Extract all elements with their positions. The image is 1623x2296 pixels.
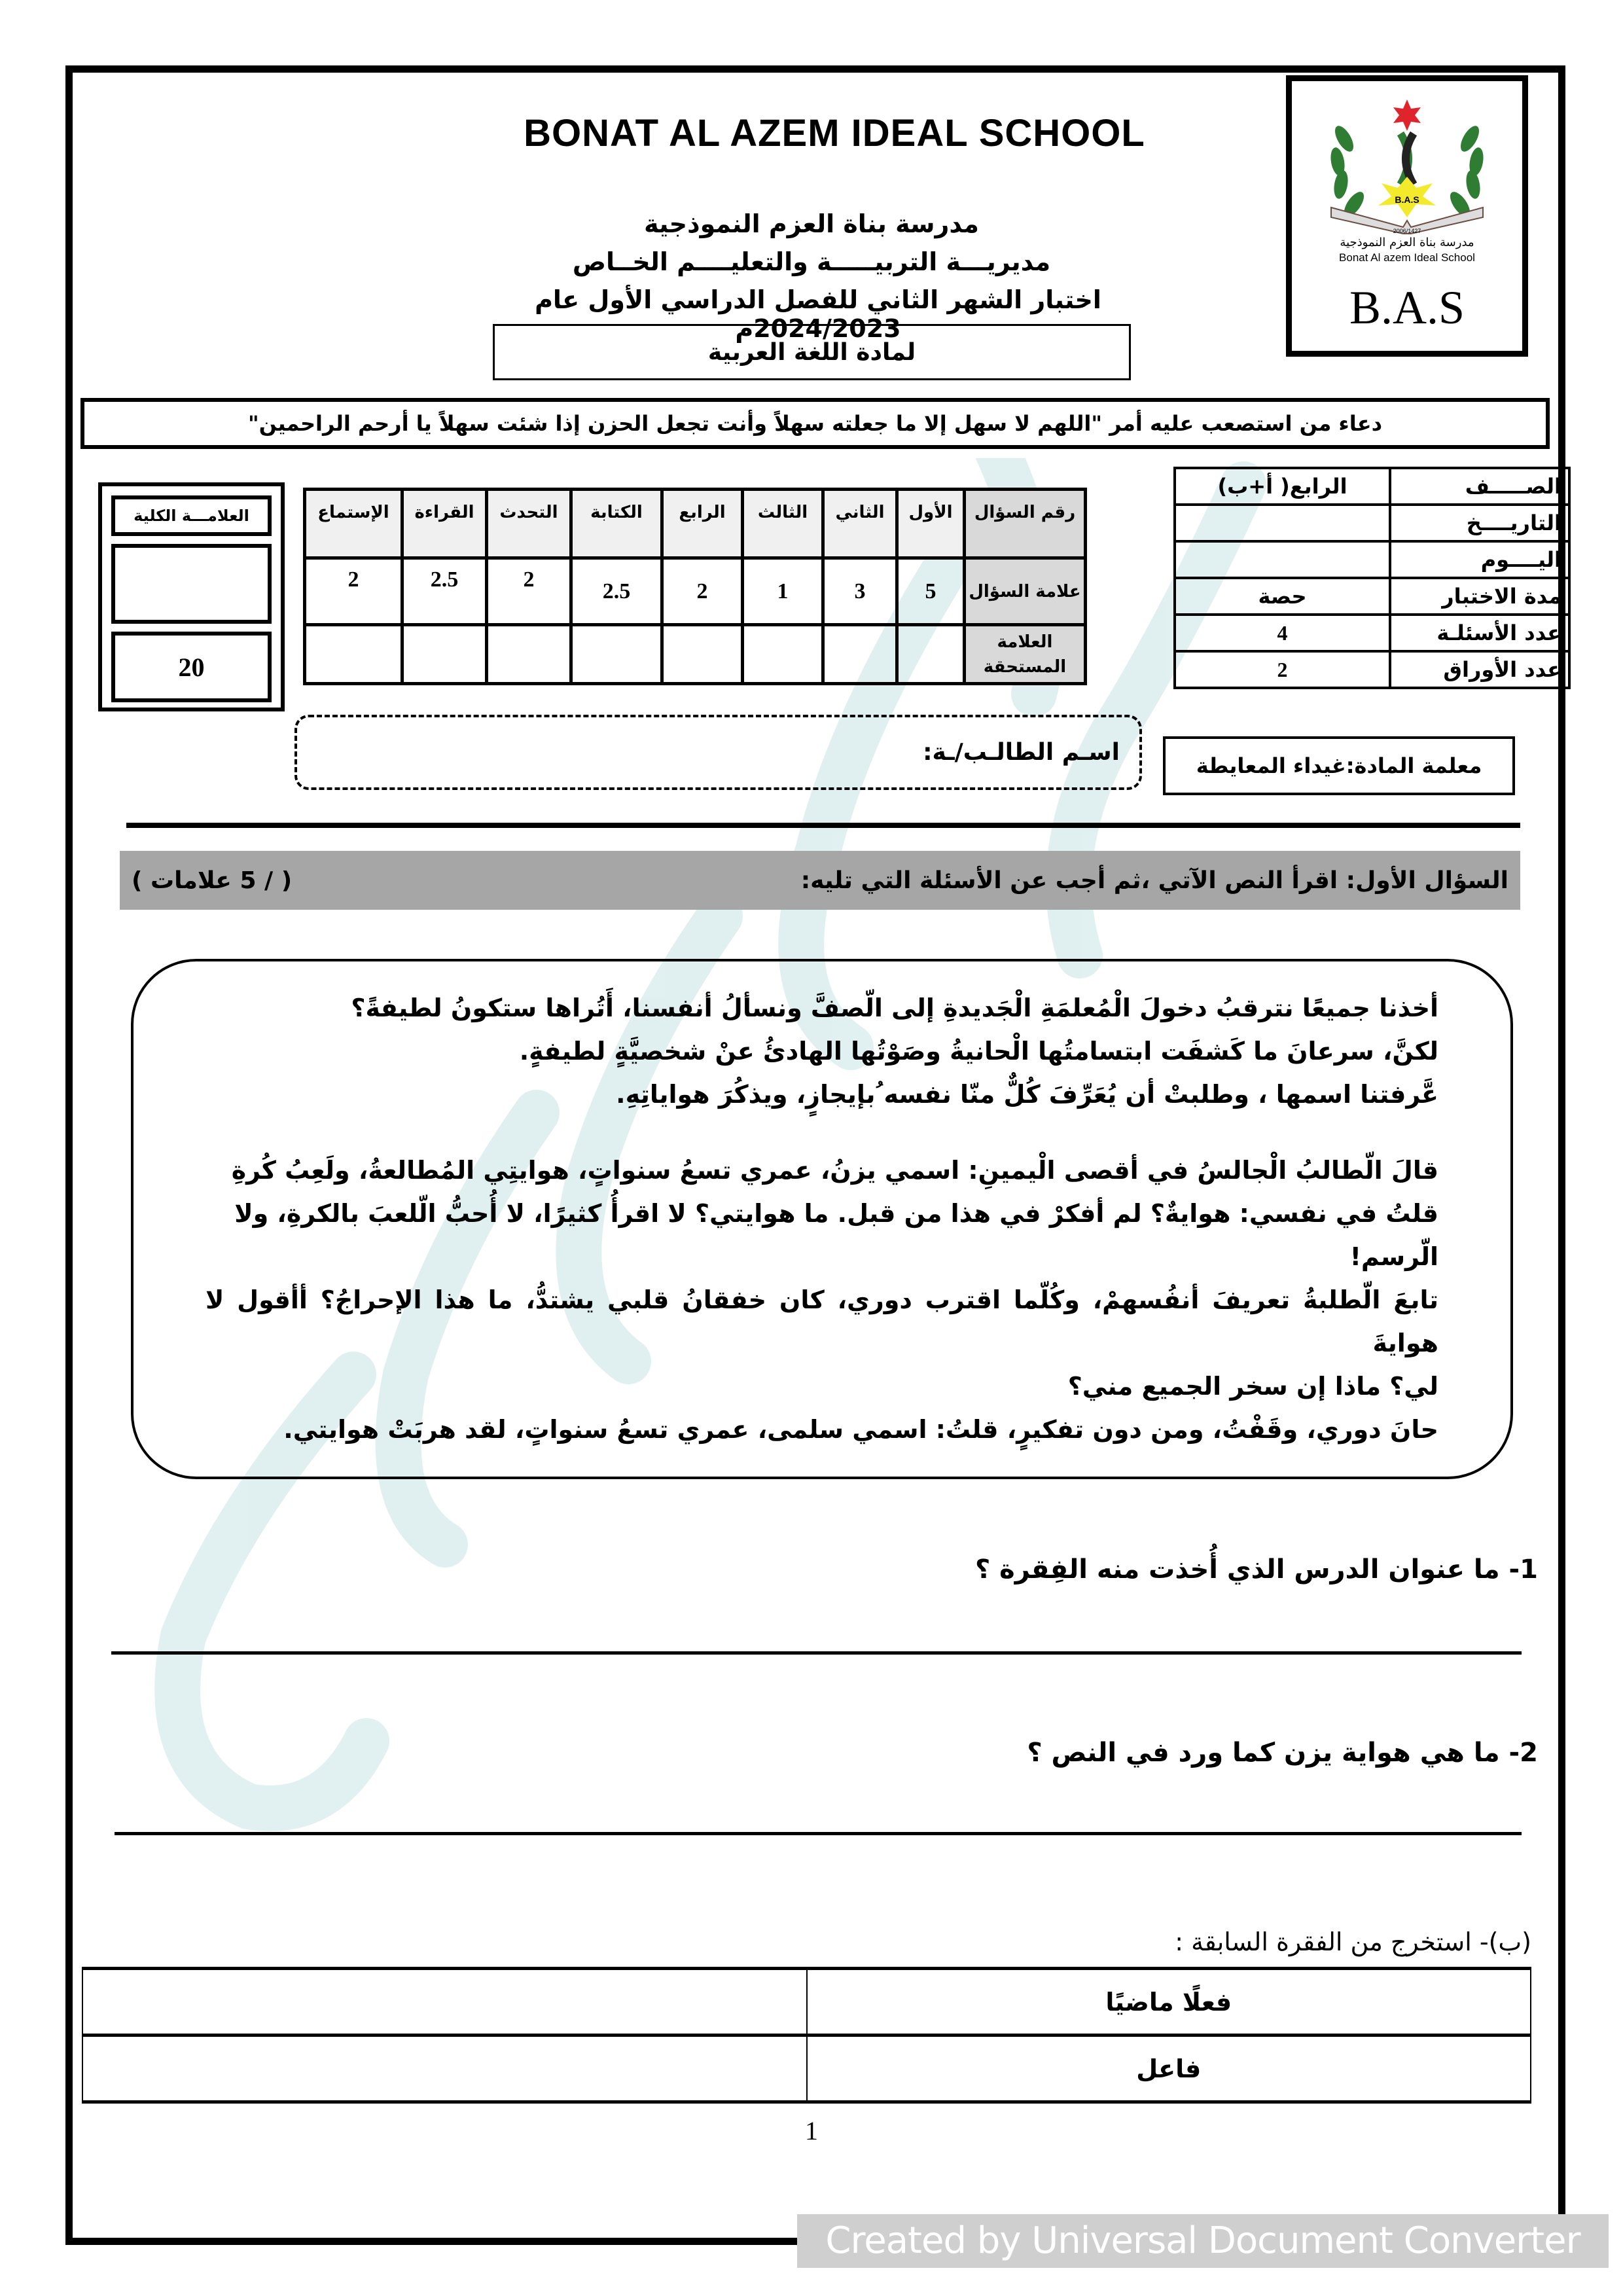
logo-year: 2006/1427 bbox=[1393, 228, 1421, 234]
prayer-text: دعاء من استصعب عليه أمر "اللهم لا سهل إلا ما جعلته سهلاً وأنت تجعل الحزن إذا شئت سهلاً يا أرحم الراحمين" bbox=[247, 411, 1383, 436]
marks-table bbox=[303, 488, 1087, 685]
earned-mark-field[interactable] bbox=[402, 625, 487, 684]
column-header: القراءة bbox=[402, 490, 487, 558]
total-mark-label-cell bbox=[111, 495, 272, 536]
passage-line: حانَ دوري، وقَفْتُ، ومن دون تفكيرٍ، قلتُ: اسمي سلمى، عمري تسعُ سنواتٍ، لقد هربَتْ هوايتي. bbox=[283, 1415, 1438, 1444]
day-label: اليــــوم bbox=[1390, 541, 1569, 578]
sub-question-2: 2- ما هي هواية يزن كما ورد في النص ؟ bbox=[1027, 1738, 1538, 1768]
marks-table-mark-row bbox=[305, 558, 1086, 625]
passage-line: عَّرفتنا اسمها ، وطلبتْ أن يُعَرِّفَ كُلٌّ منّا نفسه ُبإيجازٍ، ويذكُرَ هواياتِهِ. bbox=[616, 1080, 1438, 1109]
earned-mark-field[interactable] bbox=[897, 625, 965, 684]
duration-label: مدة الاختبار bbox=[1390, 578, 1569, 615]
passage-line: أخذنا جميعًا نترقبُ دخولَ الْمُعلمَةِ الْجَديدةِ إلى الّصفَّ ونسألُ أنفسنا، أَتُراها ستكونُ لطيفةً؟ bbox=[351, 994, 1438, 1022]
question1-title: السؤال الأول: اقرأ النص الآتي ،ثم أجب عن الأسئلة التي تليه: bbox=[800, 867, 1508, 894]
passage-line: لكنَّ، سرعانَ ما كَشفَت ابتسامتُها الْحانيةُ وصَوْتُها الهادئُ عنْ شخصيَّةٍ لطيفةٍ. bbox=[519, 1037, 1438, 1066]
passage-line: الّرسم! bbox=[1349, 1242, 1438, 1271]
column-header: الأول bbox=[897, 490, 965, 558]
page-number: 1 bbox=[805, 2116, 818, 2145]
row-header-question-number: رقم السؤال bbox=[965, 490, 1086, 558]
earned-mark-field[interactable] bbox=[743, 625, 823, 684]
school-emblem-icon bbox=[1318, 93, 1496, 237]
extract-answer-field[interactable] bbox=[82, 2036, 807, 2102]
logo-name-arabic: مدرسة بناة العزم النموذجية bbox=[1340, 236, 1474, 249]
info-row-question-count bbox=[1175, 615, 1569, 651]
question-mark: 2 bbox=[487, 558, 571, 625]
sub-question-1: 1- ما عنوان الدرس الذي أُخذت منه الفِقرة ؟ bbox=[975, 1554, 1538, 1585]
earned-mark-field[interactable] bbox=[487, 625, 571, 684]
earned-mark-field[interactable] bbox=[823, 625, 897, 684]
logo-name-english: Bonat Al azem Ideal School bbox=[1339, 251, 1475, 264]
earned-mark-field[interactable] bbox=[662, 625, 743, 684]
info-row-duration bbox=[1175, 578, 1569, 615]
converter-watermark: Created by Universal Document Converter bbox=[797, 2214, 1609, 2268]
day-field[interactable] bbox=[1175, 541, 1390, 578]
date-field[interactable] bbox=[1175, 505, 1390, 541]
row-header-earned-mark: العلامة المستحقة bbox=[965, 625, 1086, 684]
earned-mark-field[interactable] bbox=[571, 625, 662, 684]
student-name-label: اسـم الطالـب/ـة: bbox=[923, 739, 1120, 766]
extract-table bbox=[82, 1967, 1531, 2104]
earned-mark-field[interactable] bbox=[305, 625, 402, 684]
question1-header bbox=[120, 851, 1520, 910]
passage-line: قلتُ في نفسي: هوايةٌ؟ لم أفكرْ في هذا من قبل. ما هوايتي؟ لا اقرأُ كثيرًا، لا أُحبُّ الّلعبَ بالكرةِ، ولا bbox=[234, 1199, 1438, 1228]
question-mark: 2.5 bbox=[571, 558, 662, 625]
page-count-label: عدد الأوراق bbox=[1390, 651, 1569, 688]
marks-table-header-row bbox=[305, 490, 1086, 558]
part-b-title: (ب)- استخرج من الفقرة السابقة : bbox=[1175, 1928, 1531, 1956]
column-header: الثاني bbox=[823, 490, 897, 558]
section-divider bbox=[126, 823, 1520, 828]
question-count-label: عدد الأسئلـة bbox=[1390, 615, 1569, 651]
passage-line: قالَ الّطالبُ الْجالسُ في أقصى الْيمينِ: اسمي يزنُ، عمري تسعُ سنواتٍ، هوايتِي المُطالعةُ، ولَعِبُ كُرةِ bbox=[231, 1156, 1438, 1185]
marks-table-earned-row bbox=[305, 625, 1086, 684]
page-count-value: 2 bbox=[1175, 651, 1390, 688]
extract-label: فعلًا ماضيًا bbox=[807, 1969, 1531, 2036]
extract-row bbox=[82, 2036, 1531, 2102]
logo-badge-text: B.A.S bbox=[1395, 194, 1419, 205]
logo-caption: B.A.S bbox=[1349, 281, 1465, 334]
column-header: الإستماع bbox=[305, 490, 402, 558]
column-header: التحدث bbox=[487, 490, 571, 558]
school-name-arabic: مدرسة بناة العزم النموذجية bbox=[644, 209, 979, 238]
question1-marks: ( / 5 علامات ) bbox=[132, 867, 293, 894]
class-value: الرابع( أ+ب) bbox=[1175, 468, 1390, 505]
question-mark: 2 bbox=[662, 558, 743, 625]
duration-value: حصة bbox=[1175, 578, 1390, 615]
column-header: الكتابة bbox=[571, 490, 662, 558]
teacher-name: معلمة المادة:غيداء المعايطة bbox=[1196, 753, 1482, 778]
info-row-date bbox=[1175, 505, 1569, 541]
exam-info-table bbox=[1173, 467, 1571, 689]
subject-label: لمادة اللغة العربية bbox=[707, 338, 916, 366]
date-label: التاريــــخ bbox=[1390, 505, 1569, 541]
subject-box bbox=[493, 324, 1131, 380]
directorate-title: مديريـــة التربيـــــة والتعليــــم الخــاص bbox=[572, 247, 1051, 276]
total-mark-max-cell bbox=[111, 632, 272, 702]
passage-line: لي؟ ماذا إن سخر الجميع مني؟ bbox=[1067, 1372, 1438, 1401]
class-label: الصـــــف bbox=[1390, 468, 1569, 505]
extract-row bbox=[82, 1969, 1531, 2036]
question-mark: 2.5 bbox=[402, 558, 487, 625]
question-count-value: 4 bbox=[1175, 615, 1390, 651]
info-row-day bbox=[1175, 541, 1569, 578]
total-mark-max: 20 bbox=[178, 652, 205, 682]
info-row-page-count bbox=[1175, 651, 1569, 688]
student-name-field[interactable] bbox=[294, 715, 1142, 790]
exam-title: اختبار الشهر الثاني للفصل الدراسي الأول عام 2024/2023م bbox=[535, 285, 1101, 343]
reading-passage bbox=[131, 959, 1513, 1479]
school-logo-box bbox=[1286, 75, 1528, 357]
prayer-box bbox=[80, 398, 1550, 449]
extract-label: فاعل bbox=[807, 2036, 1531, 2102]
question-mark: 5 bbox=[897, 558, 965, 625]
extract-answer-field[interactable] bbox=[82, 1969, 807, 2036]
row-header-question-mark: علامة السؤال bbox=[965, 558, 1086, 625]
total-mark-label: العلامـــة الكلية bbox=[134, 507, 249, 525]
question-mark: 3 bbox=[823, 558, 897, 625]
answer-line-1[interactable] bbox=[111, 1651, 1522, 1655]
question-mark: 1 bbox=[743, 558, 823, 625]
column-header: الثالث bbox=[743, 490, 823, 558]
school-name-english: BONAT AL AZEM IDEAL SCHOOL bbox=[524, 112, 1145, 154]
answer-line-2[interactable] bbox=[115, 1832, 1522, 1835]
total-mark-obtained-field[interactable] bbox=[111, 544, 272, 624]
question-mark: 2 bbox=[305, 558, 402, 625]
total-mark-box bbox=[98, 482, 285, 711]
teacher-box bbox=[1163, 736, 1515, 795]
info-row-class bbox=[1175, 468, 1569, 505]
column-header: الرابع bbox=[662, 490, 743, 558]
passage-line: تابعَ الّطلبةُ تعريفَ أنفُسهمْ، وكُلّما اقترب دوري، كان خفقانُ قلبي يشتدُّ، ما هذا الإحراجُ؟ أأقول لا هوايةَ bbox=[205, 1285, 1438, 1357]
